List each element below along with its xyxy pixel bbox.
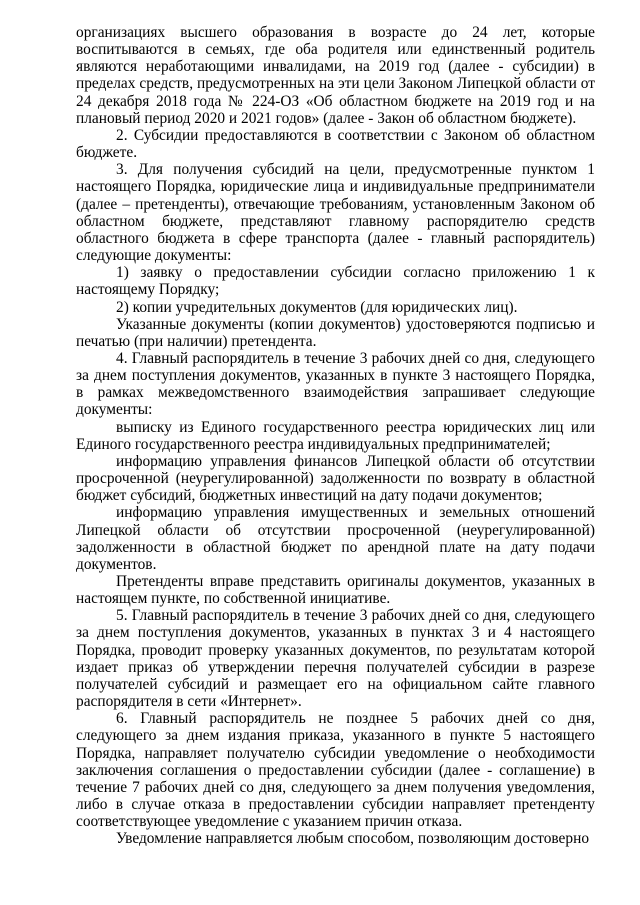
paragraph-8: выписку из Единого государственного реестра юридических лиц или Единого государственного реестра индивидуальных предпринимателей;: [76, 418, 595, 453]
paragraph-5: 2) копии учредительных документов (для юридических лиц).: [116, 298, 518, 316]
paragraph-4: 1) заявку о предоставлении субсидии согласно приложению 1 к настоящему Порядку;: [76, 264, 595, 299]
paragraph-11: Претенденты вправе представить оригиналы документов, указанных в настоящем пункте, по собственной инициативе.: [76, 573, 595, 608]
paragraph-2: 2. Субсидии предоставляются в соответствии с Законом об областном бюджете.: [76, 126, 595, 162]
paragraph-9: информацию управления финансов Липецкой области об отсутствии просроченной (неурегулированной) задолженности по возврату в областной бюджет субсидий, бюджетных инвестиций на дату подачи документов;: [76, 452, 595, 505]
paragraph-14: Уведомление направляется любым способом, позволяющим достоверно: [116, 830, 590, 848]
paragraph-1: организациях высшего образования в возрасте до 24 лет, которые воспитываются в семьях, где оба родителя или единственный родитель являются неработающими инвалидами, на 2019 год (далее - субсидии) в пределах средств, предусмотренных на эти цели Законом Липецкой области от 24 декабря 2018 года № 224-ОЗ «Об областном бюджете на 2019 год и на плановый период 2020 и 2021 годов» (далее - Закон об областном бюджете).: [76, 24, 595, 127]
paragraph-10: информацию управления имущественных и земельных отношений Липецкой области об отсутствии просроченной (неурегулированной) задолженности в областной бюджет по арендной плате на дату подачи документов.: [76, 504, 595, 573]
paragraph-6: Указанные документы (копии документов) удостоверяются подписью и печатью (при наличии) претендента.: [76, 315, 595, 350]
paragraph-13: 6. Главный распорядитель не позднее 5 рабочих дней со дня, следующего за днем издания приказа, указанного в пункте 5 настоящего Порядка, направляет получателю субсидии уведомление о необходимости заключения соглашения о предоставлении субсидии (далее - соглашение) в течение 7 рабочих дней со дня, следующего за днем получения уведомления, либо в случае отказа в предоставлении субсидии направляет претенденту соответствующее уведомление с указанием причин отказа.: [76, 710, 595, 831]
paragraph-12: 5. Главный распорядитель в течение 3 рабочих дней со дня, следующего за днем поступления документов, указанных в пунктах 3 и 4 настоящего Порядка, проводит проверку указанных документов, по результатам которой издает приказ об утверждении перечня получателей субсидии в разрезе получателей субсидий и размещает его на официальном сайте главного распорядителя в сети «Интернет».: [76, 607, 595, 711]
document-body: [76, 24, 595, 848]
paragraph-3: 3. Для получения субсидий на цели, предусмотренные пунктом 1 настоящего Порядка, юридические лица и индивидуальные предприниматели (далее – претенденты), отвечающие требованиям, установленным Законом об областном бюджете, представляют главному распорядителю средств областного бюджета в сфере транспорта (далее - главный распорядитель) следующие документы:: [76, 161, 595, 265]
paragraph-7: 4. Главный распорядитель в течение 3 рабочих дней со дня, следующего за днем поступления документов, указанных в пункте 3 настоящего Порядка, в рамках межведомственного взаимодействия запрашивает следующие документы:: [76, 349, 595, 419]
